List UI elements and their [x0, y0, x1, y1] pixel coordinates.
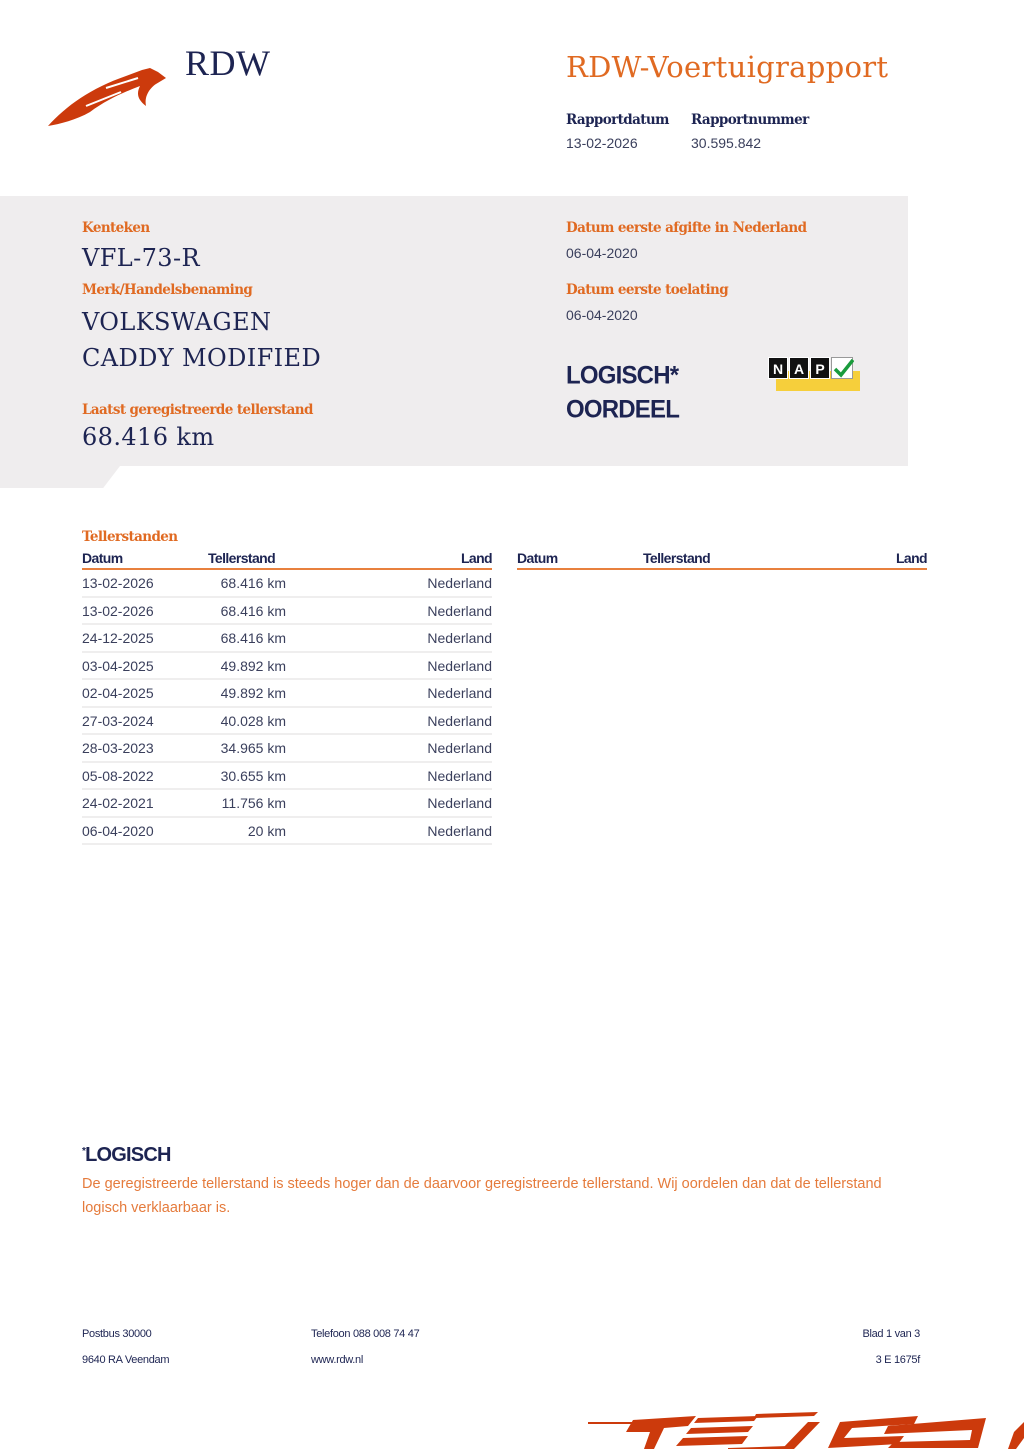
cell-land: Nederland [286, 789, 492, 817]
odometer-section-title: Tellerstanden [82, 529, 178, 545]
cell-land: Nederland [286, 652, 492, 680]
cell-tellerstand: 49.892 km [208, 679, 286, 707]
brand-name: RDW [185, 43, 271, 83]
col-tellerstand: Tellerstand [643, 550, 721, 569]
cell-land: Nederland [286, 762, 492, 790]
table-row [82, 569, 492, 597]
report-number-label: Rapportnummer [691, 112, 809, 128]
first-issue-nl-label: Datum eerste afgifte in Nederland [566, 220, 807, 236]
license-plate: VFL-73-R [82, 244, 200, 272]
cell-land: Nederland [286, 679, 492, 707]
cell-land: Nederland [286, 569, 492, 597]
cell-tellerstand: 30.655 km [208, 762, 286, 790]
cell-datum: 27-03-2024 [82, 707, 208, 735]
cell-land: Nederland [286, 817, 492, 845]
col-datum: Datum [517, 550, 643, 569]
table-row [82, 734, 492, 762]
cell-datum: 05-08-2022 [82, 762, 208, 790]
first-admission-label: Datum eerste toelating [566, 282, 729, 298]
footer-page-number: Blad 1 van 3 [862, 1328, 920, 1340]
cell-datum: 06-04-2020 [82, 817, 208, 845]
footnote-title-text: LOGISCH [85, 1144, 171, 1166]
cell-land: Nederland [286, 707, 492, 735]
table-row [82, 817, 492, 845]
table-row [82, 624, 492, 652]
table-header-row [82, 550, 492, 569]
table-row [82, 597, 492, 625]
vehicle-make: VOLKSWAGEN [82, 308, 272, 336]
last-odometer-value: 68.416 km [82, 423, 215, 451]
report-date: 13-02-2026 [566, 135, 638, 151]
table-row [82, 652, 492, 680]
cell-datum: 24-02-2021 [82, 789, 208, 817]
table-row [82, 789, 492, 817]
first-admission-date: 06-04-2020 [566, 307, 638, 323]
first-issue-nl-date: 06-04-2020 [566, 245, 638, 261]
table-header-row [517, 550, 927, 569]
cell-datum: 13-02-2026 [82, 597, 208, 625]
cell-datum: 13-02-2026 [82, 569, 208, 597]
vehicle-model: CADDY MODIFIED [82, 344, 322, 372]
cell-tellerstand: 49.892 km [208, 652, 286, 680]
verdict-line-2: OORDEEL [566, 395, 680, 424]
col-land: Land [721, 550, 927, 569]
plate-label: Kenteken [82, 220, 150, 236]
rdw-logo-icon [46, 66, 168, 128]
cell-tellerstand: 20 km [208, 817, 286, 845]
cell-tellerstand: 34.965 km [208, 734, 286, 762]
report-date-label: Rapportdatum [566, 112, 669, 128]
rdw-stripes-decoration-icon [588, 1408, 1024, 1449]
footer-doc-code: 3 E 1675f [875, 1354, 920, 1366]
col-datum: Datum [82, 550, 208, 569]
footer-website-link[interactable]: www.rdw.nl [311, 1354, 364, 1366]
report-number: 30.595.842 [691, 135, 762, 151]
footer-phone: Telefoon 088 008 74 47 [311, 1328, 420, 1340]
cell-tellerstand: 11.756 km [208, 789, 286, 817]
table-row [82, 707, 492, 735]
cell-land: Nederland [286, 597, 492, 625]
col-land: Land [286, 550, 492, 569]
cell-datum: 02-04-2025 [82, 679, 208, 707]
cell-tellerstand: 68.416 km [208, 597, 286, 625]
cell-land: Nederland [286, 624, 492, 652]
footnote-star: * [82, 1146, 86, 1157]
odometer-table [82, 550, 492, 845]
footer-address-line-2: 9640 RA Veendam [82, 1354, 170, 1366]
cell-datum: 03-04-2025 [82, 652, 208, 680]
report-title: RDW-Voertuigrapport [566, 50, 889, 84]
table-row [82, 762, 492, 790]
make-label: Merk/Handelsbenaming [82, 282, 253, 298]
footer-address-line-1: Postbus 30000 [82, 1328, 152, 1340]
nap-letter-a: A [789, 357, 809, 379]
cell-datum: 24-12-2025 [82, 624, 208, 652]
verdict-line-1: LOGISCH* [566, 361, 679, 390]
cell-tellerstand: 68.416 km [208, 624, 286, 652]
last-odometer-label: Laatst geregistreerde tellerstand [82, 402, 313, 418]
footnote-text: De geregistreerde tellerstand is steeds hoger dan de daarvoor geregistreerde tellerstand. Wij oordelen dan dat de tellerstand logisch verklaarbaar is. [82, 1176, 882, 1216]
nap-letter-p: P [810, 357, 830, 379]
table-row [82, 679, 492, 707]
footnote-title [82, 1144, 171, 1167]
odometer-table-continued [517, 550, 927, 570]
cell-tellerstand: 68.416 km [208, 569, 286, 597]
panel-tab-decoration [0, 466, 120, 488]
col-tellerstand: Tellerstand [208, 550, 286, 569]
cell-datum: 28-03-2023 [82, 734, 208, 762]
nap-badge [768, 357, 860, 391]
cell-tellerstand: 40.028 km [208, 707, 286, 735]
nap-letter-n: N [768, 357, 788, 379]
cell-land: Nederland [286, 734, 492, 762]
check-icon [831, 357, 853, 379]
